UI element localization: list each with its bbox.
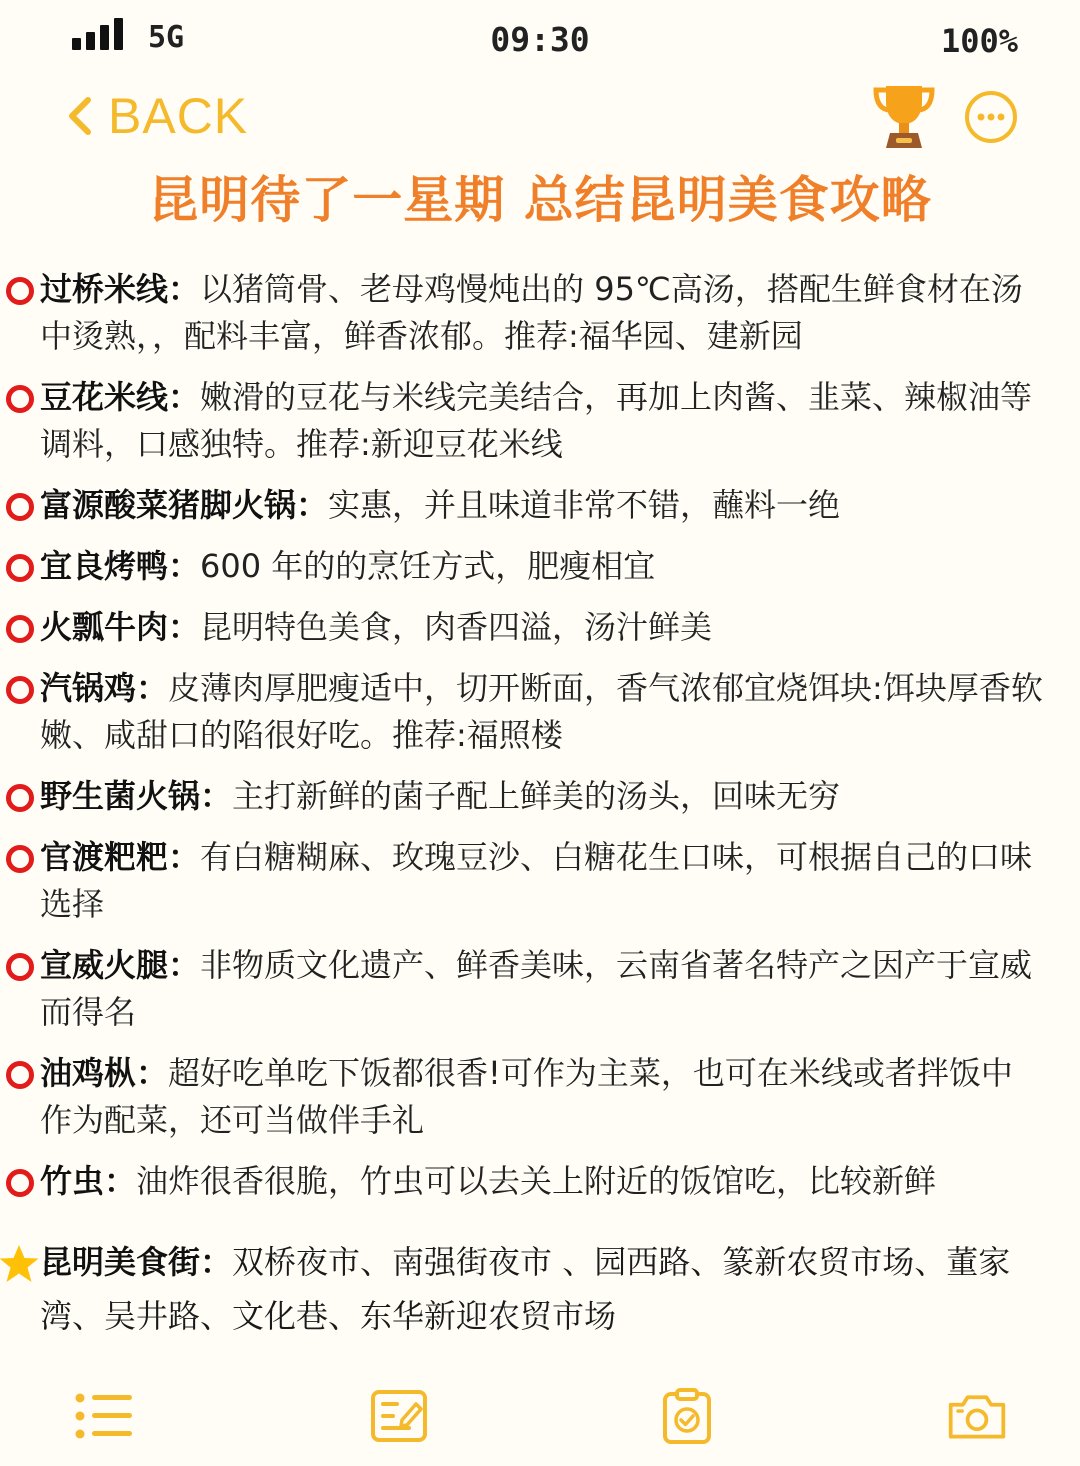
separator: ： bbox=[168, 838, 201, 876]
food-desc: 超好吃单吃下饭都很香!可作为主菜，也可在米线或者拌饭中作为配菜，还可当做伴手礼 bbox=[40, 1054, 1013, 1139]
clipboard-check-icon[interactable] bbox=[656, 1388, 718, 1444]
list-item bbox=[0, 374, 1080, 468]
network-type: 5G bbox=[148, 20, 185, 55]
food-name: 富源酸菜猪脚火锅 bbox=[40, 486, 297, 524]
circle-icon bbox=[5, 783, 35, 813]
food-desc: 有白糖糊麻、玫瑰豆沙、白糖花生口味，可根据自己的口味选择 bbox=[40, 838, 1033, 923]
camera-icon[interactable] bbox=[946, 1388, 1008, 1444]
circle-icon bbox=[5, 844, 35, 874]
food-desc: 非物质文化遗产、鲜香美味，云南省著名特产之因产于宣威而得名 bbox=[40, 946, 1033, 1031]
list-item bbox=[0, 665, 1080, 759]
star-icon bbox=[0, 1244, 40, 1284]
food-street bbox=[0, 1235, 1080, 1343]
food-desc: 油炸很香很脆，竹虫可以去关上附近的饭馆吃，比较新鲜 bbox=[136, 1162, 937, 1200]
food-name: 过桥米线 bbox=[40, 270, 169, 308]
food-desc: 嫩滑的豆花与米线完美结合，再加上肉酱、韭菜、辣椒油等调料，口感独特。推荐:新迎豆花米线 bbox=[40, 378, 1033, 463]
back-button[interactable] bbox=[62, 86, 248, 146]
food-desc: 以猪筒骨、老母鸡慢炖出的 95℃高汤，搭配生鲜食材在汤中烫熟，，配料丰富，鲜香浓郁。推荐:福华园、建新园 bbox=[40, 270, 1023, 355]
food-name: 汽锅鸡 bbox=[40, 669, 137, 707]
separator: ： bbox=[168, 547, 201, 585]
food-desc: 皮薄肉厚肥瘦适中，切开断面，香气浓郁宜烧饵块:饵块厚香软嫩、咸甜口的陷很好吃。推荐:福照楼 bbox=[40, 669, 1043, 754]
food-name: 宜良烤鸭 bbox=[40, 547, 169, 585]
circle-icon bbox=[5, 276, 35, 306]
list-item bbox=[0, 604, 1080, 651]
separator: ： bbox=[104, 1162, 137, 1200]
food-name: 火瓢牛肉 bbox=[40, 608, 169, 646]
status-bar bbox=[0, 0, 1080, 78]
page-title: 昆明待了一星期 总结昆明美食攻略 bbox=[148, 171, 932, 229]
separator: ： bbox=[200, 1243, 233, 1281]
circle-icon bbox=[5, 1060, 35, 1090]
circle-icon bbox=[5, 553, 35, 583]
separator: ： bbox=[136, 669, 169, 707]
bottom-toolbar bbox=[0, 1380, 1080, 1460]
list-icon[interactable] bbox=[72, 1388, 134, 1444]
list-item bbox=[0, 834, 1080, 928]
status-time: 09:30 bbox=[490, 20, 590, 59]
list-item bbox=[0, 543, 1080, 590]
circle-icon bbox=[5, 384, 35, 414]
separator: ： bbox=[168, 946, 201, 984]
separator: ： bbox=[136, 1054, 169, 1092]
trophy-icon[interactable] bbox=[872, 80, 936, 152]
more-icon[interactable] bbox=[964, 90, 1018, 144]
food-name: 官渡粑粑 bbox=[40, 838, 169, 876]
food-name: 宣威火腿 bbox=[40, 946, 169, 984]
street-name: 昆明美食街 bbox=[40, 1243, 201, 1281]
food-desc: 实惠，并且味道非常不错，蘸料一绝 bbox=[328, 486, 841, 524]
food-list bbox=[0, 266, 1080, 1343]
nav-bar bbox=[0, 80, 1080, 160]
separator: ： bbox=[168, 270, 201, 308]
list-item bbox=[0, 942, 1080, 1036]
food-name: 竹虫 bbox=[40, 1162, 105, 1200]
circle-icon bbox=[5, 492, 35, 522]
battery-level: 100% bbox=[940, 22, 1018, 60]
list-item bbox=[0, 1158, 1080, 1205]
list-item bbox=[0, 1050, 1080, 1144]
circle-icon bbox=[5, 1168, 35, 1198]
food-name: 油鸡枞 bbox=[40, 1054, 137, 1092]
circle-icon bbox=[5, 952, 35, 982]
list-item bbox=[0, 482, 1080, 529]
back-label: BACK bbox=[108, 88, 249, 144]
food-desc: 600 年的的烹饪方式，肥瘦相宜 bbox=[200, 547, 656, 585]
list-item bbox=[0, 773, 1080, 820]
food-desc: 昆明特色美食，肉香四溢，汤汁鲜美 bbox=[200, 608, 713, 646]
separator: ： bbox=[168, 378, 201, 416]
edit-icon[interactable] bbox=[368, 1388, 430, 1444]
food-name: 豆花米线 bbox=[40, 378, 169, 416]
separator: ： bbox=[296, 486, 329, 524]
separator: ： bbox=[168, 608, 201, 646]
circle-icon bbox=[5, 675, 35, 705]
chevron-left-icon bbox=[62, 86, 98, 146]
street-desc: 双桥夜市、南强街夜市 、园西路、篆新农贸市场、董家湾、吴井路、文化巷、东华新迎农贸市场 bbox=[40, 1243, 1011, 1335]
food-name: 野生菌火锅 bbox=[40, 777, 201, 815]
food-desc: 主打新鲜的菌子配上鲜美的汤头，回味无穷 bbox=[232, 777, 841, 815]
list-item bbox=[0, 266, 1080, 360]
circle-icon bbox=[5, 614, 35, 644]
separator: ： bbox=[200, 777, 233, 815]
